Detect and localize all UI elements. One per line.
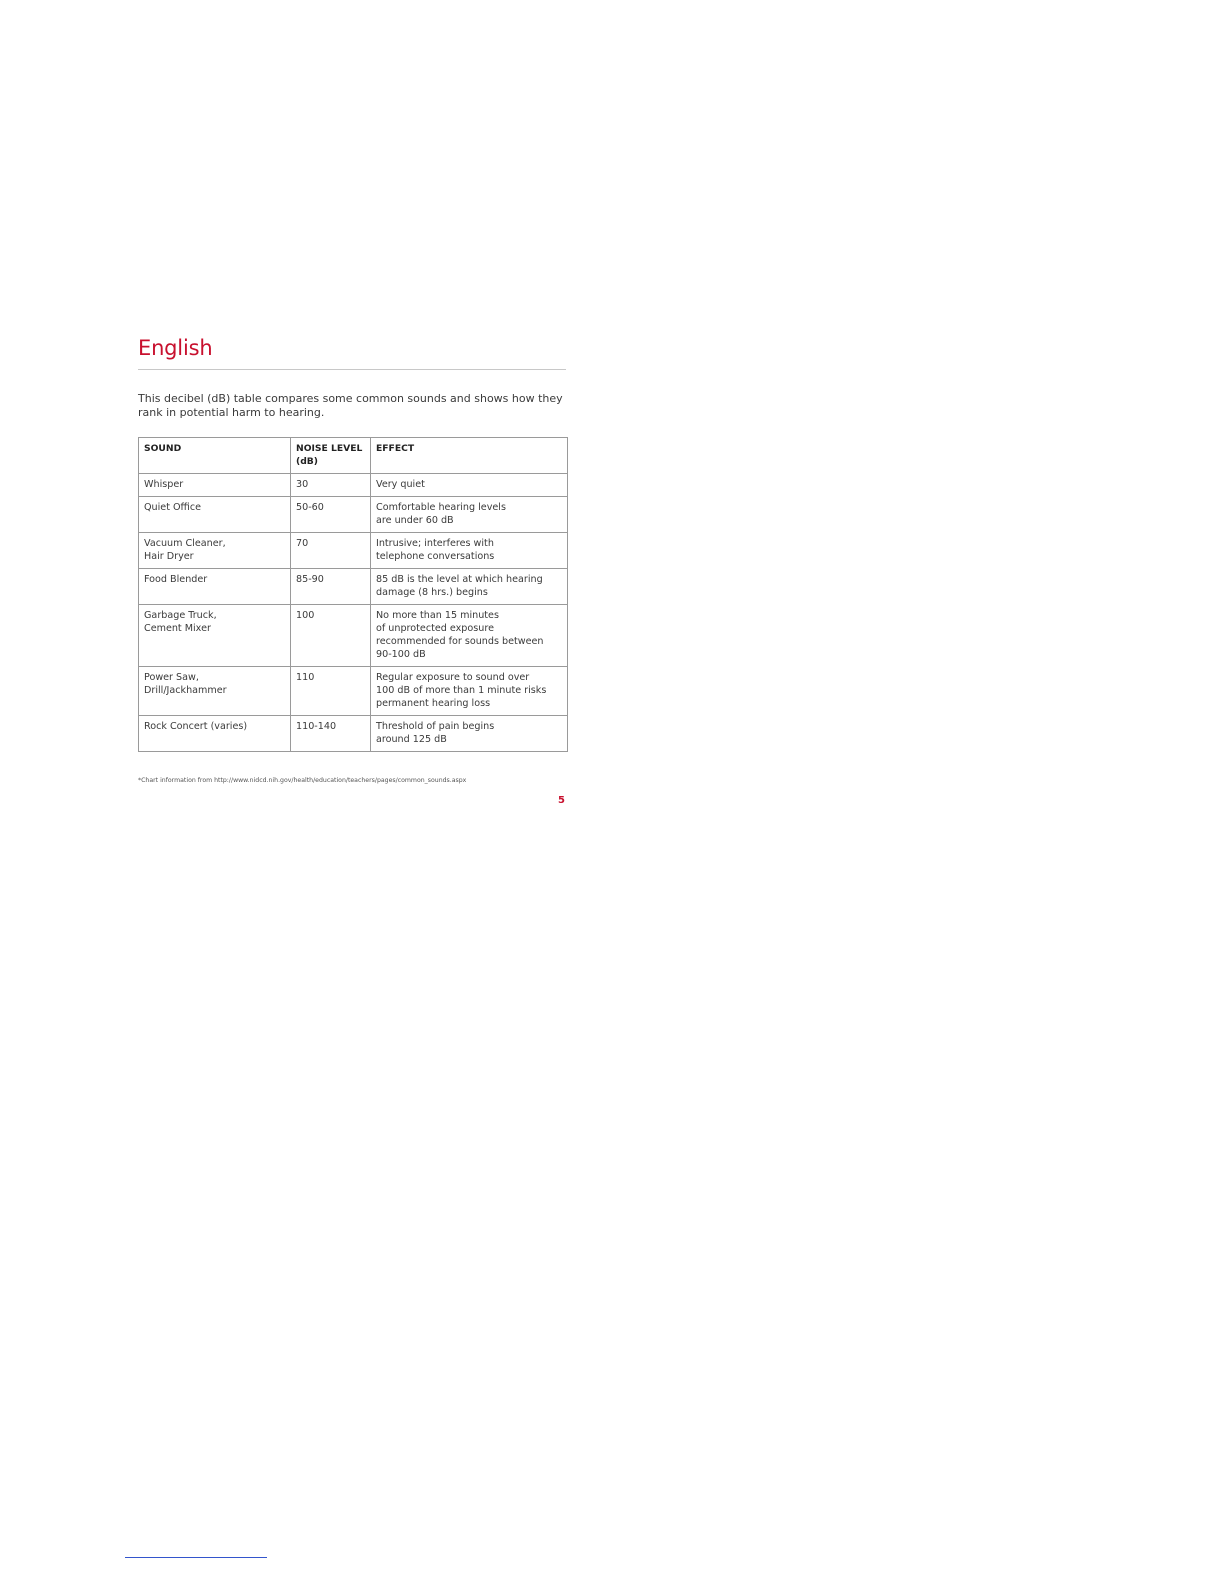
intro-paragraph: This decibel (dB) table compares some common sounds and shows how they rank in potential harm to hearing. [138,392,563,419]
table-row [139,533,568,569]
table-row [139,716,568,752]
cell-sound: Rock Concert (varies) [139,716,291,752]
table-row [139,605,568,667]
title-divider [138,369,566,370]
decibel-table [138,437,568,752]
cell-noise-level: 85-90 [291,569,371,605]
cell-sound: Whisper [139,474,291,497]
table-row [139,474,568,497]
table-row [139,667,568,716]
source-footnote: *Chart information from http://www.nidcd.nih.gov/health/education/teachers/pages/common_sounds.aspx [138,777,467,784]
cell-sound: Quiet Office [139,497,291,533]
cell-effect: Comfortable hearing levels are under 60 dB [371,497,568,533]
section-title: English [138,336,213,360]
page-number: 5 [558,795,565,806]
cell-effect: 85 dB is the level at which hearing damage (8 hrs.) begins [371,569,568,605]
cell-noise-level: 100 [291,605,371,667]
cell-effect: Regular exposure to sound over 100 dB of more than 1 minute risks permanent hearing loss [371,667,568,716]
table-row [139,569,568,605]
cell-sound: Vacuum Cleaner, Hair Dryer [139,533,291,569]
cell-noise-level: 110-140 [291,716,371,752]
cell-sound: Garbage Truck, Cement Mixer [139,605,291,667]
cell-effect: No more than 15 minutes of unprotected exposure recommended for sounds between 90-100 dB [371,605,568,667]
cell-sound: Food Blender [139,569,291,605]
cell-effect: Intrusive; interferes with telephone conversations [371,533,568,569]
cell-noise-level: 70 [291,533,371,569]
cell-sound: Power Saw, Drill/Jackhammer [139,667,291,716]
footer-line [125,1557,267,1558]
header-sound: SOUND [139,438,291,474]
header-noise-level: NOISE LEVEL (dB) [291,438,371,474]
header-effect: EFFECT [371,438,568,474]
cell-noise-level: 30 [291,474,371,497]
cell-effect: Very quiet [371,474,568,497]
cell-noise-level: 110 [291,667,371,716]
cell-noise-level: 50-60 [291,497,371,533]
table-header-row [139,438,568,474]
cell-effect: Threshold of pain begins around 125 dB [371,716,568,752]
table-row [139,497,568,533]
